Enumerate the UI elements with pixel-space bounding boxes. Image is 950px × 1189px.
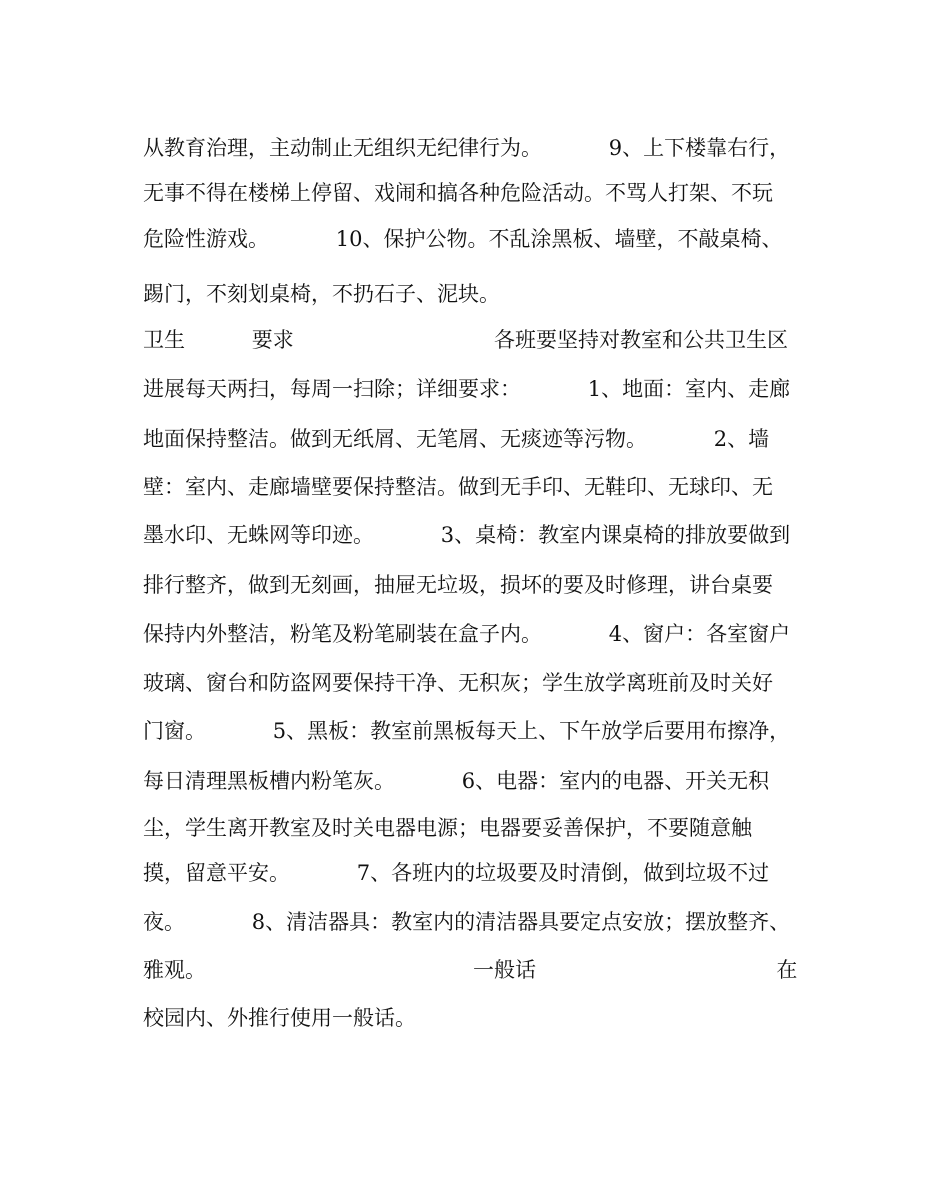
text-line: 地面保持整洁。做到无纸屑、无笔屑、无痰迹等污物。 2、墙 [143,427,770,451]
text-line: 从教育治理，主动制止无组织无纪律行为。 9、上下楼靠右行， [143,136,791,160]
text-line: 校园内、外推行使用一般话。 [143,1006,416,1030]
text-line: 壁：室内、走廊墙壁要保持整洁。做到无手印、无鞋印、无球印、无 [143,475,773,499]
text-line: 夜。 8、清洁器具：教室内的清洁器具要定点安放；摆放整齐、 [143,910,791,934]
text-line: 保持内外整洁，粉笔及粉笔刷装在盒子内。 4、窗户：各室窗户 [143,622,791,646]
text-line: 排行整齐，做到无刻画，抽屉无垃圾，损坏的要及时修理，讲台桌要 [143,573,773,597]
text-line: 墨水印、无蛛网等印迹。 3、桌椅：教室内课桌椅的排放要做到 [143,523,791,547]
text-line: 雅观。 一般话 在 [143,958,798,982]
text-line: 踢门，不刻划桌椅，不扔石子、泥块。 [143,282,500,306]
text-line: 摸，留意平安。 7、各班内的垃圾要及时清倒，做到垃圾不过 [143,861,770,885]
text-line: 尘，学生离开教室及时关电器电源；电器要妥善保护，不要随意触 [143,816,752,840]
text-line: 卫生 要求 各班要坚持对教室和公共卫生区 [143,328,789,352]
text-line: 玻璃、窗台和防盗网要保持干净、无积灰；学生放学离班前及时关好 [143,671,773,695]
text-line: 进展每天两扫，每周一扫除；详细要求： 1、地面：室内、走廊 [143,377,791,401]
text-line: 危险性游戏。 10、保护公物。不乱涂黑板、墙壁，不敲桌椅、 [143,227,783,251]
text-line: 门窗。 5、黑板：教室前黑板每天上、下午放学后要用布擦净， [143,719,791,743]
text-line: 每日清理黑板槽内粉笔灰。 6、电器：室内的电器、开关无积 [143,769,770,793]
text-line: 无事不得在楼梯上停留、戏闹和搞各种危险活动。不骂人打架、不玩 [143,181,773,205]
